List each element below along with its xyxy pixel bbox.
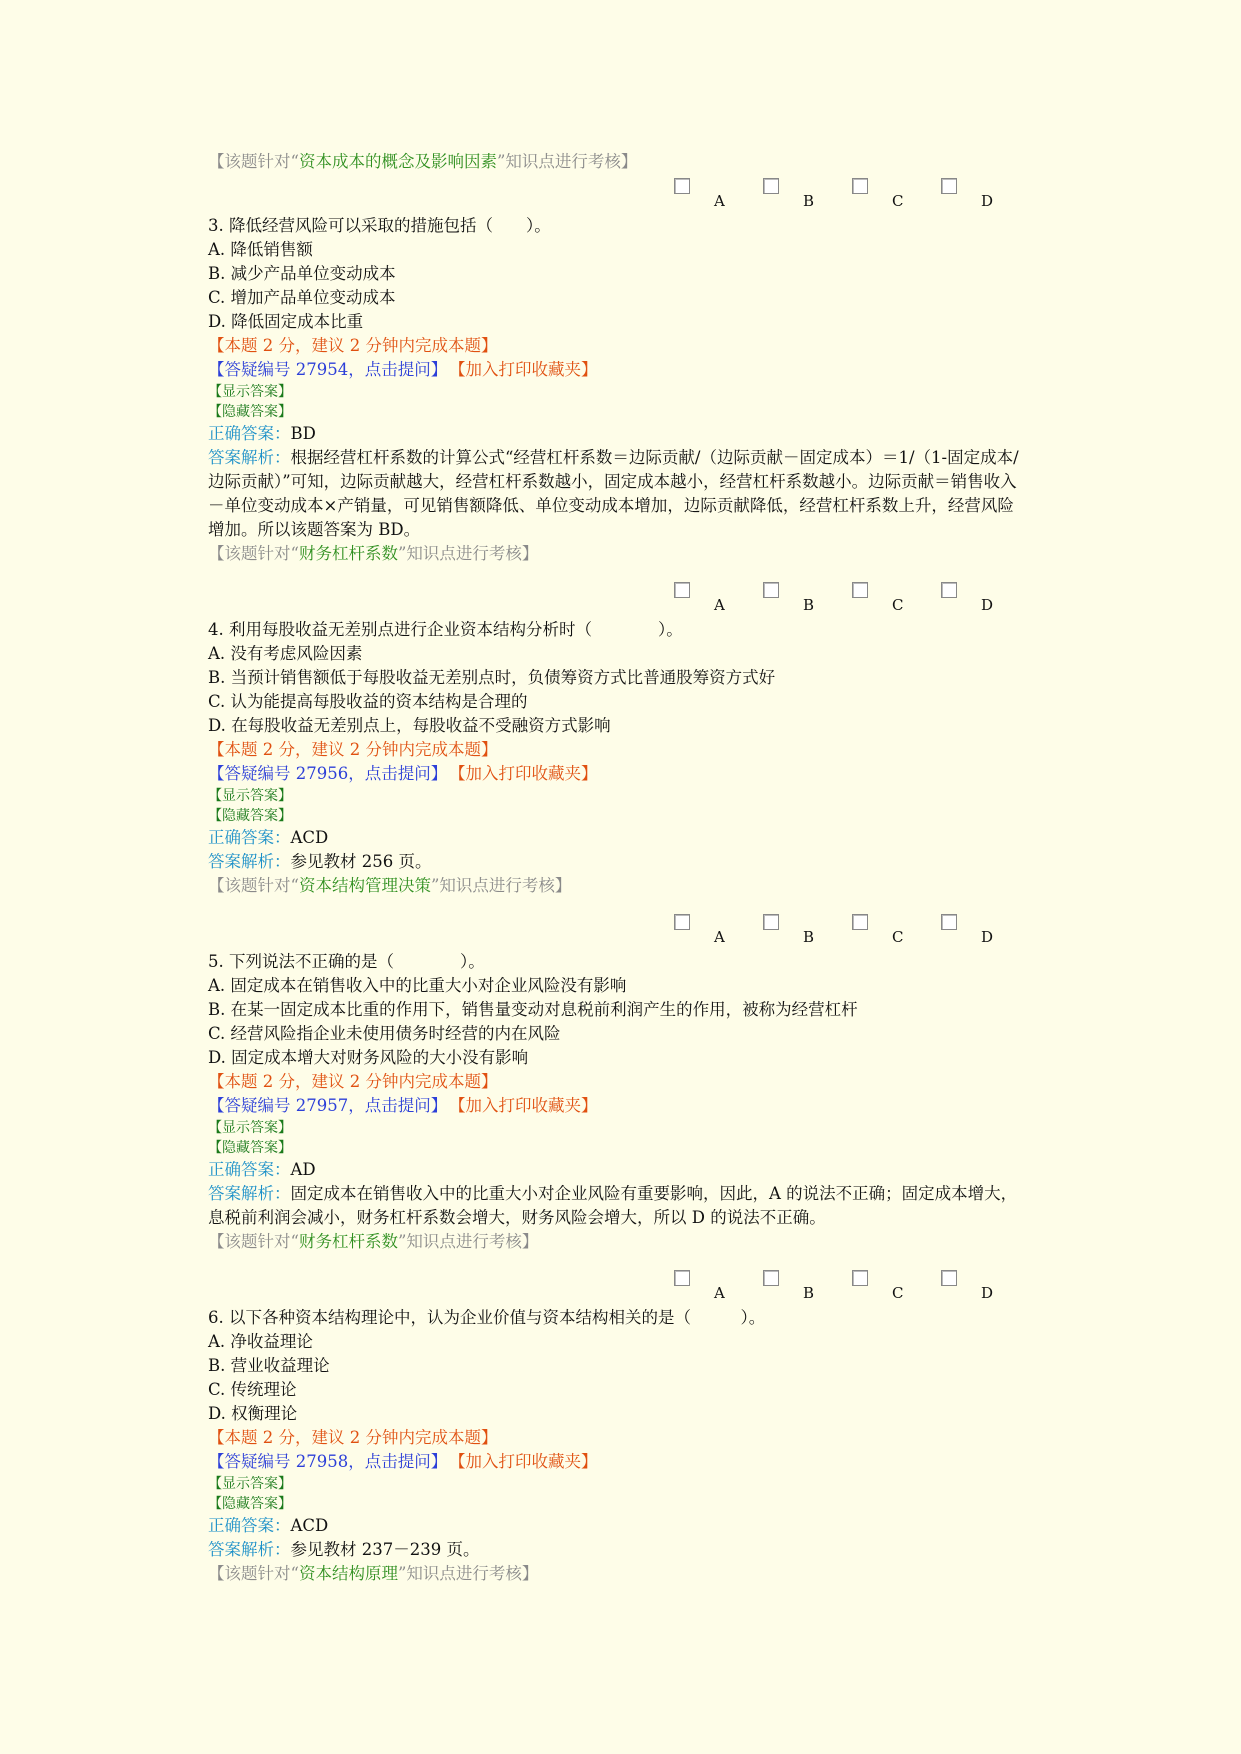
- checkbox-icon[interactable]: [763, 582, 779, 598]
- option-text: A. 固定成本在销售收入中的比重大小对企业风险没有影响: [208, 976, 627, 995]
- answer-options-row: [208, 1266, 1028, 1306]
- option-c-checkbox[interactable]: C: [852, 1270, 912, 1302]
- option-text: D. 固定成本增大对财务风险的大小没有影响: [208, 1048, 529, 1067]
- score-note: 【本题 2 分，建议 2 分钟内完成本题】: [208, 336, 498, 355]
- checkbox-icon[interactable]: [941, 1270, 957, 1286]
- show-answer-link[interactable]: 【显示答案】: [208, 1476, 292, 1492]
- question-4: 4. 利用每股收益无差别点进行企业资本结构分析时（ ）。 A. 没有考虑风险因素 B. 当预计销售额低于每股收益无差别点时，负债筹资方式比普通股筹资方式好 C. 认为能提高每股收益的资本结构是合理的 D. 在每股收益无差别点上，每股收益不受融资方式影响 【本题 2 分，建议 2 分钟内完成本题】 【答疑编号 27956，点击提问】 【加入打印收藏夹】 【显示答案】 【隐藏答案】 正确答案：ACD 答案解析：参见教材 256 页。 【该题针对“资本结构管理决策”知识点进行考核】: [208, 618, 1028, 898]
- ask-question-link[interactable]: 【答疑编号 27956，点击提问】: [208, 764, 448, 783]
- correct-answer: AD: [290, 1160, 316, 1179]
- option-b-checkbox[interactable]: B: [763, 914, 823, 946]
- question-6: 6. 以下各种资本结构理论中，认为企业价值与资本结构相关的是（ ）。 A. 净收益理论 B. 营业收益理论 C. 传统理论 D. 权衡理论 【本题 2 分，建议 2 分钟内完成本题】 【答疑编号 27958，点击提问】 【加入打印收藏夹】 【显示答案】 【隐藏答案】 正确答案：ACD 答案解析：参见教材 237－239 页。 【该题针对“资本结构原理”知识点进行考核】: [208, 1306, 1028, 1586]
- checkbox-icon[interactable]: [941, 914, 957, 930]
- option-text: D. 权衡理论: [208, 1404, 298, 1423]
- option-d-checkbox[interactable]: D: [941, 1270, 1001, 1302]
- score-note: 【本题 2 分，建议 2 分钟内完成本题】: [208, 1072, 498, 1091]
- option-c-checkbox[interactable]: C: [852, 914, 912, 946]
- option-text: B. 当预计销售额低于每股收益无差别点时，负债筹资方式比普通股筹资方式好: [208, 668, 776, 687]
- hide-answer-link[interactable]: 【隐藏答案】: [208, 808, 292, 824]
- topic-note: 【该题针对“财务杠杆系数”知识点进行考核】: [208, 1232, 539, 1251]
- hide-answer-link[interactable]: 【隐藏答案】: [208, 1496, 292, 1512]
- checkbox-icon[interactable]: [763, 178, 779, 194]
- checkbox-icon[interactable]: [674, 582, 690, 598]
- score-note: 【本题 2 分，建议 2 分钟内完成本题】: [208, 740, 498, 759]
- answer-options-row: [208, 174, 1028, 214]
- option-c-checkbox[interactable]: C: [852, 178, 912, 210]
- ask-question-link[interactable]: 【答疑编号 27957，点击提问】: [208, 1096, 448, 1115]
- option-text: D. 在每股收益无差别点上，每股收益不受融资方式影响: [208, 716, 611, 735]
- answer-analysis: 答案解析：参见教材 237－239 页。: [208, 1540, 480, 1559]
- option-text: A. 没有考虑风险因素: [208, 644, 363, 663]
- answer-options-row: [208, 578, 1028, 618]
- ask-question-link[interactable]: 【答疑编号 27958，点击提问】: [208, 1452, 448, 1471]
- answer-analysis: 答案解析：根据经营杠杆系数的计算公式“经营杠杆系数＝边际贡献/（边际贡献－固定成本）＝1/（1-固定成本/边际贡献）”可知，边际贡献越大，经营杠杆系数越小，固定成本越小，经营杠杆系数越小。边际贡献＝销售收入－单位变动成本×产销量，可见销售额降低、单位变动成本增加，边际贡献降低，经营杠杆系数上升，经营风险增加。所以该题答案为 BD。: [208, 448, 1019, 539]
- option-text: C. 认为能提高每股收益的资本结构是合理的: [208, 692, 528, 711]
- option-b-checkbox[interactable]: B: [763, 178, 823, 210]
- topic-note: 【该题针对“资本成本的概念及影响因素”知识点进行考核】: [208, 152, 638, 171]
- correct-answer: ACD: [290, 828, 329, 847]
- checkbox-icon[interactable]: [852, 1270, 868, 1286]
- checkbox-icon[interactable]: [674, 914, 690, 930]
- correct-answer: ACD: [290, 1516, 329, 1535]
- show-answer-link[interactable]: 【显示答案】: [208, 1120, 292, 1136]
- option-a-checkbox[interactable]: A: [674, 1270, 734, 1302]
- add-to-favorites-link[interactable]: 【加入打印收藏夹】: [457, 764, 598, 783]
- hide-answer-link[interactable]: 【隐藏答案】: [208, 404, 292, 420]
- option-text: C. 传统理论: [208, 1380, 297, 1399]
- checkbox-icon[interactable]: [941, 582, 957, 598]
- show-answer-link[interactable]: 【显示答案】: [208, 384, 292, 400]
- checkbox-icon[interactable]: [852, 178, 868, 194]
- option-text: A. 净收益理论: [208, 1332, 313, 1351]
- ask-question-link[interactable]: 【答疑编号 27954，点击提问】: [208, 360, 448, 379]
- option-d-checkbox[interactable]: D: [941, 582, 1001, 614]
- score-note: 【本题 2 分，建议 2 分钟内完成本题】: [208, 1428, 498, 1447]
- question-stem: 6. 以下各种资本结构理论中，认为企业价值与资本结构相关的是（ ）。: [208, 1308, 766, 1327]
- content: [208, 150, 1028, 1586]
- option-text: D. 降低固定成本比重: [208, 312, 364, 331]
- checkbox-icon[interactable]: [852, 582, 868, 598]
- topic-note: 【该题针对“资本结构原理”知识点进行考核】: [208, 1564, 539, 1583]
- topic-note: 【该题针对“资本结构管理决策”知识点进行考核】: [208, 876, 572, 895]
- option-a-checkbox[interactable]: A: [674, 582, 734, 614]
- answer-options-row: [208, 910, 1028, 950]
- question-stem: 3. 降低经营风险可以采取的措施包括（ ）。: [208, 216, 551, 235]
- show-answer-link[interactable]: 【显示答案】: [208, 788, 292, 804]
- option-c-checkbox[interactable]: C: [852, 582, 912, 614]
- checkbox-icon[interactable]: [674, 178, 690, 194]
- option-a-checkbox[interactable]: A: [674, 178, 734, 210]
- option-b-checkbox[interactable]: B: [763, 582, 823, 614]
- add-to-favorites-link[interactable]: 【加入打印收藏夹】: [457, 1452, 598, 1471]
- correct-answer: BD: [290, 424, 316, 443]
- checkbox-icon[interactable]: [941, 178, 957, 194]
- answer-analysis: 答案解析：固定成本在销售收入中的比重大小对企业风险有重要影响，因此，A 的说法不正确；固定成本增大，息税前利润会减小，财务杠杆系数会增大，财务风险会增大，所以 D 的说法不正确。: [208, 1184, 1018, 1227]
- checkbox-icon[interactable]: [763, 914, 779, 930]
- question-5: 5. 下列说法不正确的是（ ）。 A. 固定成本在销售收入中的比重大小对企业风险没有影响 B. 在某一固定成本比重的作用下，销售量变动对息税前利润产生的作用，被称为经营杠杆 C. 经营风险指企业未使用债务时经营的内在风险 D. 固定成本增大对财务风险的大小没有影响 【本题 2 分，建议 2 分钟内完成本题】 【答疑编号 27957，点击提问】 【加入打印收藏夹】 【显示答案】 【隐藏答案】 正确答案：AD 答案解析：固定成本在销售收入中的比重大小对企业风险有重要影响，因此，A 的说法不正确；固定成本增大，息税前利润会减小，财务杠杆系数会增大，财务风险会增大，所以 D 的说法不正确。 【该题针对“财务杠杆系数”知识点进行考核】: [208, 950, 1028, 1254]
- checkbox-icon[interactable]: [852, 914, 868, 930]
- option-b-checkbox[interactable]: B: [763, 1270, 823, 1302]
- hide-answer-link[interactable]: 【隐藏答案】: [208, 1140, 292, 1156]
- option-text: A. 降低销售额: [208, 240, 313, 259]
- checkbox-icon[interactable]: [674, 1270, 690, 1286]
- question-stem: 4. 利用每股收益无差别点进行企业资本结构分析时（ ）。: [208, 620, 683, 639]
- add-to-favorites-link[interactable]: 【加入打印收藏夹】: [457, 360, 598, 379]
- option-d-checkbox[interactable]: D: [941, 914, 1001, 946]
- topic-note: 【该题针对“财务杠杆系数”知识点进行考核】: [208, 544, 539, 563]
- add-to-favorites-link[interactable]: 【加入打印收藏夹】: [457, 1096, 598, 1115]
- option-text: C. 经营风险指企业未使用债务时经营的内在风险: [208, 1024, 561, 1043]
- option-text: B. 在某一固定成本比重的作用下，销售量变动对息税前利润产生的作用，被称为经营杠杆: [208, 1000, 858, 1019]
- option-a-checkbox[interactable]: A: [674, 914, 734, 946]
- option-text: B. 减少产品单位变动成本: [208, 264, 396, 283]
- answer-analysis: 答案解析：参见教材 256 页。: [208, 852, 432, 871]
- option-text: B. 营业收益理论: [208, 1356, 330, 1375]
- question-3: 3. 降低经营风险可以采取的措施包括（ ）。 A. 降低销售额 B. 减少产品单位变动成本 C. 增加产品单位变动成本 D. 降低固定成本比重 【本题 2 分，建议 2 分钟内完成本题】 【答疑编号 27954，点击提问】 【加入打印收藏夹】 【显示答案】 【隐藏答案】 正确答案：BD 答案解析：根据经营杠杆系数的计算公式“经营杠杆系数＝边际贡献/（边际贡献－固定成本）＝1/（1-固定成本/边际贡献）”可知，边际贡献越大，经营杠杆系数越小，固定成本越小，经营杠杆系数越小。边际贡献＝销售收入－单位变动成本×产销量，可见销售额降低、单位变动成本增加，边际贡献降低，经营杠杆系数上升，经营风险增加。所以该题答案为 BD。 【该题针对“财务杠杆系数”知识点进行考核】: [208, 214, 1028, 566]
- option-d-checkbox[interactable]: D: [941, 178, 1001, 210]
- question-stem: 5. 下列说法不正确的是（ ）。: [208, 952, 485, 971]
- option-text: C. 增加产品单位变动成本: [208, 288, 396, 307]
- checkbox-icon[interactable]: [763, 1270, 779, 1286]
